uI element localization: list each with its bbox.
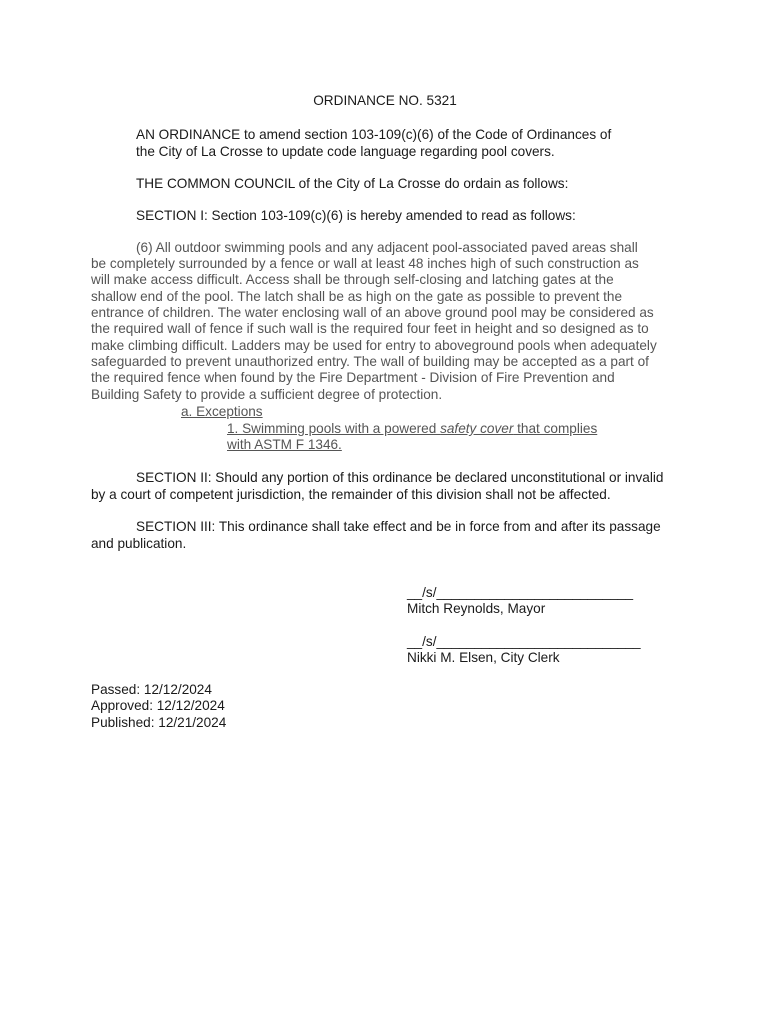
section-2-line-1: SECTION II: Should any portion of this ordinance be declared unconstitutional or invalid bbox=[136, 470, 664, 485]
paragraph-6-line-3: will make access difficult. Access shall be through self-closing and latching gates at the bbox=[91, 272, 614, 287]
paragraph-6-line-1: (6) All outdoor swimming pools and any adjacent pool-associated paved areas shall bbox=[136, 240, 638, 255]
section-3-line-2: and publication. bbox=[91, 536, 187, 551]
clerk-name: Nikki M. Elsen, City Clerk bbox=[407, 650, 560, 665]
section-3-line-1: SECTION III: This ordinance shall take effect and be in force from and after its passage bbox=[136, 519, 661, 534]
exception-1-line-2: with ASTM F 1346. bbox=[227, 437, 342, 452]
mayor-signature-line: __/s/__________________________ bbox=[407, 585, 634, 600]
council-statement: THE COMMON COUNCIL of the City of La Crosse do ordain as follows: bbox=[136, 176, 569, 191]
ordinance-title: ORDINANCE NO. 5321 bbox=[313, 93, 457, 108]
paragraph-6-line-8: safeguarded to prevent unauthorized entry. The wall of building may be accepted as a part of bbox=[91, 354, 649, 369]
exception-1-line-1 bbox=[227, 421, 597, 437]
paragraph-6-line-7: make climbing difficult. Ladders may be used for entry to aboveground pools when adequately bbox=[91, 338, 657, 353]
paragraph-6-line-9: the required fence when found by the Fire Department - Division of Fire Prevention and bbox=[91, 370, 615, 385]
exception-1-italic: safety cover bbox=[440, 421, 514, 436]
section-1-heading: SECTION I: Section 103-109(c)(6) is hereby amended to read as follows: bbox=[136, 208, 576, 223]
exception-1-prefix: 1. Swimming pools with a powered bbox=[227, 421, 441, 436]
date-approved: Approved: 12/12/2024 bbox=[91, 698, 225, 713]
date-passed: Passed: 12/12/2024 bbox=[91, 682, 212, 697]
paragraph-6-line-10: Building Safety to provide a sufficient degree of protection. bbox=[91, 387, 443, 402]
intro-line-1: AN ORDINANCE to amend section 103-109(c)(6) of the Code of Ordinances of bbox=[136, 127, 612, 142]
exception-1-suffix: that complies bbox=[513, 421, 598, 436]
section-2-line-2: by a court of competent jurisdiction, the remainder of this division shall not be affected. bbox=[91, 487, 611, 502]
paragraph-6-line-5: entrance of children. The water enclosing wall of an above ground pool may be considered as bbox=[91, 305, 654, 320]
paragraph-6-line-6: the required wall of fence if such wall is the required four feet in height and so designed as to bbox=[91, 321, 649, 336]
mayor-name: Mitch Reynolds, Mayor bbox=[407, 601, 546, 616]
date-published: Published: 12/21/2024 bbox=[91, 715, 227, 730]
clerk-signature-line: __/s/___________________________ bbox=[407, 634, 641, 649]
exceptions-label: a. Exceptions bbox=[181, 404, 263, 419]
intro-line-2: the City of La Crosse to update code language regarding pool covers. bbox=[136, 144, 555, 159]
paragraph-6-line-2: be completely surrounded by a fence or wall at least 48 inches high of such construction as bbox=[91, 256, 639, 271]
paragraph-6-line-4: shallow end of the pool. The latch shall be as high on the gate as possible to prevent the bbox=[91, 289, 623, 304]
